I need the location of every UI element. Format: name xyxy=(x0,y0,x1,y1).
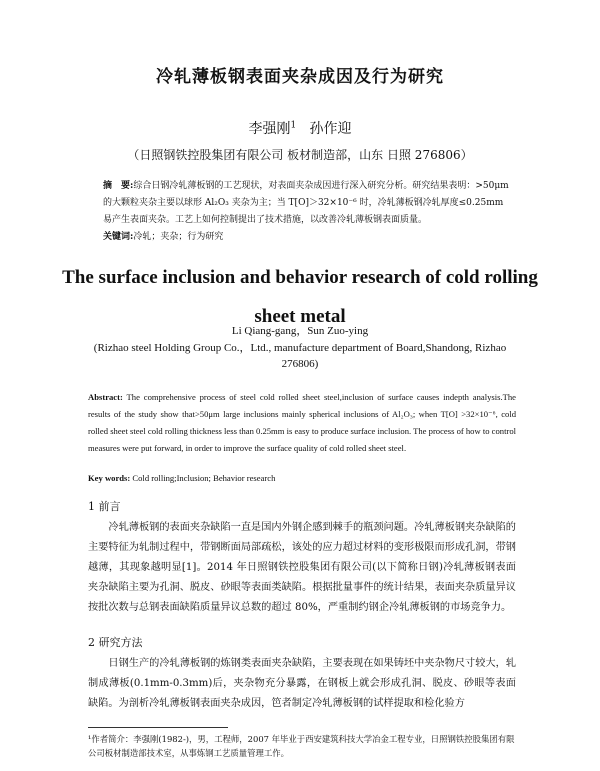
english-abstract-text: The comprehensive process of steel cold rolled sheet steel,inclusion of surface causes indepth analysis.The results of the study show that>50μm large inclusions mainly spherical inclusions of Al₂O₃; when T[O] >32×10⁻⁶, cold rolled sheet steel cold rolling thickness less than 0.25mm is easy to produce surface inclusion. The process of how to control measures were put forward, in order to improve the surface quality of cold rolled sheet steel. xyxy=(88,392,517,453)
chinese-affiliation: （日照钢铁控股集团有限公司 板材制造部，山东 日照 276806） xyxy=(127,148,473,162)
author-1: 李强刚 xyxy=(248,121,291,137)
chinese-authors xyxy=(0,118,600,138)
section-heading-method: 2 研究方法 xyxy=(88,636,143,649)
section-paragraph-introduction: 冷轧薄板钢的表面夹杂缺陷一直是国内外钢企感到棘手的瓶颈问题。冷轧薄板钢夹杂缺陷的主要特征为轧制过程中，带钢断面局部疏松，该处的应力超过材料的变形极限而形成孔洞，带钢越薄，其现象越明显[1]。2014 年日照钢铁控股集团有限公司(以下简称日钢)冷轧薄板钢表面夹杂缺陷主要为孔洞、脱皮、砂眼等表面类缺陷。根据批量事件的统计结果，表面夹杂质量异议按批次数与总钢表面缺陷质量异议总数的超过 80%，严重制约钢企冷轧薄板钢的市场竞争力。 xyxy=(88,522,516,613)
english-authors: Li Qiang-gang，Sun Zuo-ying xyxy=(231,325,369,337)
english-keywords xyxy=(88,473,516,483)
english-abstract xyxy=(88,389,516,457)
chinese-abstract-text: 综合日钢冷轧薄板钢的工艺现状，对表面夹杂成因进行深入研究分析。研究结果表明：>50μm 的大颗粒夹杂主要以球形 Al₂O₃ 夹杂为主；当 T[O]＞32×10⁻⁶ 时，冷轧薄板钢冷轧厚度≤0.25mm 易产生表面夹杂。工艺上如何控制提出了技术措施，以改善冷轧薄板钢表面质量。 xyxy=(103,181,509,225)
author-2: 孙作迎 xyxy=(309,121,352,137)
chinese-keywords-text: 冷轧；夹杂；行为研究 xyxy=(133,232,224,242)
author-footnote-mark: 1 xyxy=(290,120,297,131)
section-heading-introduction: 1 前言 xyxy=(88,500,121,513)
chinese-keywords-label: 关键词: xyxy=(103,232,134,242)
english-keywords-text: Cold rolling;Inclusion; Behavior research xyxy=(132,473,276,483)
english-abstract-label: Abstract: xyxy=(88,392,123,402)
chinese-abstract xyxy=(103,178,513,246)
english-affiliation: (Rizhao steel Holding Group Co.，Ltd., manufacture department of Board,Shandong, Rizhao 276806) xyxy=(93,342,507,370)
chinese-abstract-label: 摘 要: xyxy=(103,181,134,191)
section-paragraph-method: 日钢生产的冷轧薄板钢的炼钢类表面夹杂缺陷，主要表现在如果铸坯中夹杂物尺寸较大，轧制成薄板(0.1mm-0.3mm)后，夹杂物充分暴露，在钢板上就会形成孔洞、脱皮、砂眼等表面缺陷。为剖析冷轧薄板钢表面夹杂成因，笆者制定冷轧薄板钢的试样提取和检化验方 xyxy=(88,658,516,709)
footnote-divider xyxy=(88,727,228,728)
footnote: ¹作者简介：李强刚(1982-)，男，工程师，2007 年毕业于西安建筑科技大学冶金工程专业，日照钢铁控股集团有限公司板材制造部技术室，从事炼钢工艺质量管理工作。 xyxy=(88,734,515,758)
english-title: The surface inclusion and behavior research of cold rolling sheet metal xyxy=(62,267,538,327)
chinese-title: 冷轧薄板钢表面夹杂成因及行为研究 xyxy=(156,67,444,87)
english-keywords-label: Key words: xyxy=(88,473,131,483)
